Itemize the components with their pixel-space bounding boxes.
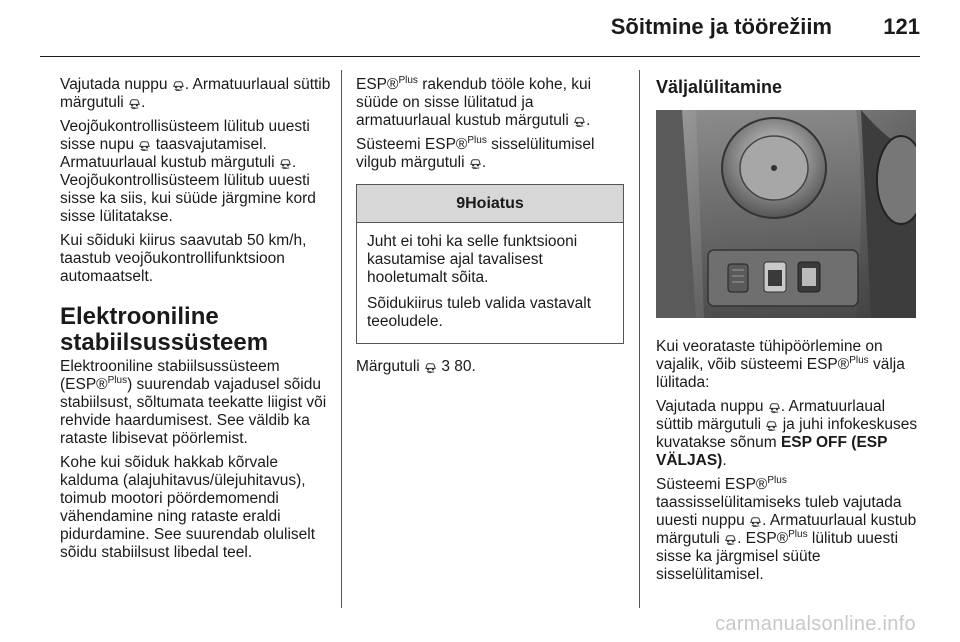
section-title: Sõitmine ja töörežiim: [610, 14, 832, 39]
column-2: [356, 76, 624, 382]
subsection-heading: Väljalülitamine: [656, 77, 783, 97]
page-reference: 80.: [450, 358, 476, 375]
paragraph: Veojõukontrollisüsteem lülitub uuesti sisse nupu taasvajutamisel. Armatuurlaual kustub märgutuli . Veojõukontrollisüsteem lülitub uuesti sisse ka siis, kui süüde järgmine kord sisse lülitatakse.: [60, 118, 316, 225]
esp-warning-light-icon: [128, 96, 141, 109]
esp-warning-light-icon: [469, 156, 482, 169]
warning-text: Juht ei tohi ka selle funktsiooni kasutamise ajal tavalisest hooletumalt sõita.: [367, 233, 578, 286]
paragraph: Vajutada nuppu . Armatuurlaual süttib märgutuli ja juhi infokeskuses kuvatakse sõnum ESP OFF (ESP VÄLJAS).: [656, 398, 918, 469]
paragraph: Kui veorataste tühipöörlemine on vajalik, võib süsteemi ESP®$^{Plus}$ välja lülitada:: [656, 338, 905, 391]
dashboard-photo: [656, 110, 916, 318]
paragraph: Süsteemi ESP®$^{Plus}$ taassisselülitamiseks tuleb vajutada uuesti nuppu . Armatuurlaual kustub märgutuli . ESP®$^{Plus}$ lülitub uuesti sisse ka järgmisel süüte sisselülitamisel.: [656, 475, 917, 583]
warning-title: Hoiatus: [465, 195, 524, 212]
warning-header: [357, 185, 623, 223]
esp-warning-light-icon: [724, 532, 737, 545]
warning-box: [356, 184, 624, 344]
esp-warning-light-icon: [765, 418, 778, 431]
esp-warning-light-icon: [279, 156, 292, 169]
warning-triangle-icon: 9: [456, 195, 466, 212]
paragraph: Elektrooniline stabiilsussüsteem (ESP®$^{Plus}$) suurendab vajadusel sõidu stabiilsust, sõltumata teekatte liigist või rehvide haardumisest. See väldib ka rataste libisevat pöörlemist.: [60, 358, 327, 447]
page-reference-arrow-icon: 3: [441, 358, 450, 375]
paragraph: ESP®$^{Plus}$ rakendub tööle kohe, kui süüde on sisse lülitatud ja armatuurlaual kustub märgutuli .: [356, 75, 592, 129]
column-divider-2: [639, 70, 640, 608]
page-number: 121: [883, 14, 920, 39]
paragraph: Kohe kui sõiduk hakkab kõrvale kalduma (alajuhitavus/ülejuhitavus), toimub mootori pöördemomendi vähendamine ning rataste eraldi pidurdamine. See suurendab oluliselt sõidu stabiilsust libedal teel.: [60, 454, 316, 561]
cross-reference: Märgutuli 3 80.: [356, 358, 476, 375]
esp-button-icon: [138, 138, 151, 151]
esp-button-icon: [768, 400, 781, 413]
esp-button-icon: [749, 514, 762, 527]
column-divider-1: [341, 70, 342, 608]
column-3: [656, 76, 924, 590]
paragraph: Kui sõiduki kiirus saavutab 50 km/h, taastub veojõukontrollifunktsioon automaatselt.: [60, 232, 307, 285]
warning-text: Sõidukiirus tuleb valida vastavalt teeoludele.: [367, 295, 592, 330]
section-heading: Elektrooniline stabiilsussüsteem: [60, 303, 269, 356]
watermark: carmanualsonline.info: [715, 613, 916, 635]
esp-warning-light-icon: [573, 114, 586, 127]
column-1: [60, 76, 332, 568]
header-rule: [40, 56, 920, 57]
warning-body: [357, 223, 623, 343]
paragraph: Vajutada nuppu . Armatuurlaual süttib märgutuli .: [60, 76, 331, 111]
display-message: ESP OFF (ESP VÄLJAS): [656, 434, 888, 469]
esp-warning-light-icon: [424, 360, 437, 373]
paragraph: Süsteemi ESP®$^{Plus}$ sisselülitumisel vilgub märgutuli .: [356, 135, 595, 171]
esp-button-icon: [172, 78, 185, 91]
